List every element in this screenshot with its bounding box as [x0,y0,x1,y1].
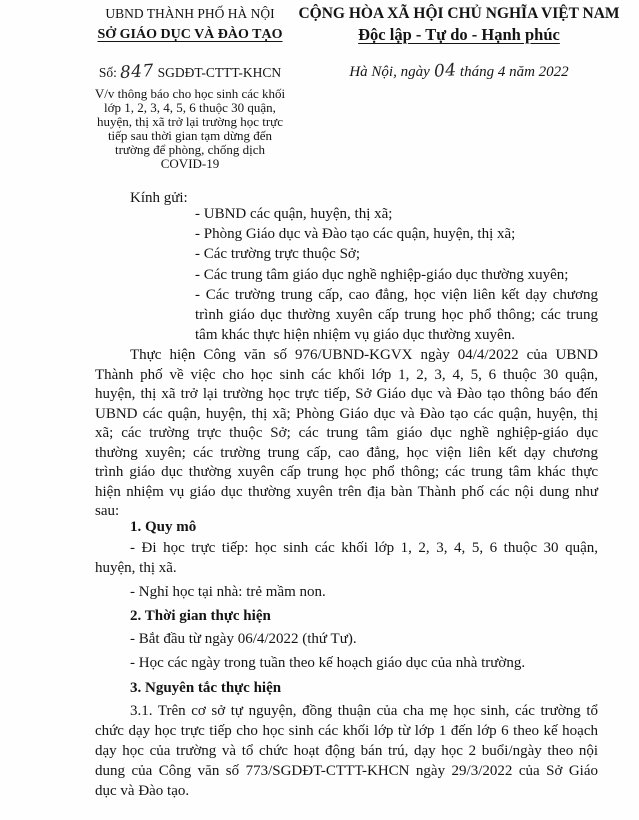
section-paragraph [95,629,598,649]
recipient-item: - Các trường trung cấp, cao đẳng, học viện liên kết dạy chương [195,286,598,303]
paragraph-line: dung của Công văn số 773/SGDĐT-CTTT-KHCN ngày 29/3/2022 của Sở Giáo [95,763,598,779]
national-motto-text: Độc lập - Tự do - Hạnh phúc [358,25,560,44]
subject-line: trường để phòng, chống dịch [114,142,266,157]
issuing-authority: UBND THÀNH PHỐ HÀ NỘI [105,6,275,21]
paragraph-line: dạy học của trường và tổ chức hoạt động bán trú, dạy học 2 buổi/ngày theo nội [95,743,598,759]
recipients-list [195,204,598,345]
paragraph-line: dục và Đào tạo. [95,783,190,799]
date-prefix: Hà Nội, ngày [349,64,430,80]
paragraph-line: - Nghỉ học tại nhà: trẻ mầm non. [130,584,326,600]
paragraph-line: - Học các ngày trong tuần theo kế hoạch giáo dục của nhà trường. [130,655,526,671]
subject-line: tiếp sau thời gian tạm dừng đến [107,128,273,143]
section-paragraph [95,539,598,578]
paragraph-line: chức dạy học trực tiếp cho học sinh các khối lớp từ lớp 1 đến lớp 6 theo kế hoạch [95,723,598,739]
paragraph-line: xã; các trường trực thuộc Sở; các trung tâm giáo dục nghề nghiệp-giáo dục [95,425,598,441]
paragraph-line: Thành phố về việc cho học sinh các khối lớp 1, 2, 3, 4, 5, 6 thuộc 30 quận, [95,366,598,383]
issue-date [288,61,630,82]
paragraph-line: hiện nhiệm vụ giáo dục thường xuyên trên địa bàn Thành phố các nội dung như [95,483,598,500]
subject-line: lớp 1, 2, 3, 4, 5, 6 thuộc 30 quận, [104,100,276,115]
recipient-item-continued: tâm khác thực hiện nhiệm vụ giáo dục thường xuyên. [195,327,515,344]
section-heading: 3. Nguyên tắc thực hiện [130,680,282,696]
intro-paragraph [95,346,598,522]
paragraph-line: huyện, thị xã. [95,559,177,576]
section-paragraph [95,582,598,602]
paragraph-line: 3.1. Trên cơ sở tự nguyện, đồng thuận của cha mẹ học sinh, các trường tổ [130,703,598,719]
section-paragraph [95,701,598,801]
section-heading: 2. Thời gian thực hiện [130,608,271,624]
paragraph-line: trình giáo dục thường xuyên cấp trung học phổ thông; các trung tâm khác thực [95,464,598,480]
recipient-item: - Phòng Giáo dục và Đào tạo các quận, huyện, thị xã; [195,226,516,243]
paragraph-line: UBND các quận, huyện, thị xã; Phòng Giáo dục và Đào tạo các quận, huyện, thị [95,405,598,422]
subject-line: COVID-19 [160,156,220,171]
paragraph-line: Thực hiện Công văn số 976/UBND-KGVX ngày 04/4/2022 của UBND [130,347,598,363]
subject-line: V/v thông báo cho học sinh các khối [94,86,286,101]
paragraph-line: thường xuyên; các trường trung cấp, cao đẳng, học viện liên kết dạy chương [95,444,598,461]
national-title: CỘNG HÒA XÃ HỘI CHỦ NGHĨA VIỆT NAM [298,5,620,22]
issuing-agency: SỞ GIÁO DỤC VÀ ĐÀO TẠO [97,27,283,42]
handwritten-date-day: 04 [432,60,457,82]
document-number-code: SGDĐT-CTTT-KHCN [157,65,282,80]
section-paragraph [95,653,598,673]
recipient-item: - Các trường trực thuộc Sở; [195,246,361,263]
paragraph-line: sau: [95,503,120,519]
document-subject [78,87,302,171]
recipient-item-continued: trình giáo dục thường xuyên cấp trung học phổ thông; các trung [195,307,598,324]
document-number [78,62,302,83]
recipient-item: - UBND các quận, huyện, thị xã; [195,206,393,222]
section-heading: 1. Quy mô [130,519,197,535]
handwritten-document-number: 847 [119,60,155,84]
paragraph-line: huyện, thị xã trở lại trường học trực tiếp, Sở Giáo dục và Đào tạo thông báo đến [95,386,598,402]
subject-line: huyện, thị xã trở lại trường học trực [97,114,283,129]
paragraph-line: - Đi học trực tiếp: học sinh các khối lớp 1, 2, 3, 4, 5, 6 thuộc 30 quận, [130,540,598,556]
document-number-label: Số: [98,65,117,80]
recipient-item: - Các trung tâm giáo dục nghề nghiệp-giáo dục thường xuyên; [195,266,569,283]
date-suffix: tháng 4 năm 2022 [459,64,569,80]
national-motto [288,25,630,45]
paragraph-line: - Bắt đầu từ ngày 06/4/2022 (thứ Tư). [130,631,357,647]
recipients-label: Kính gửi: [130,190,188,206]
